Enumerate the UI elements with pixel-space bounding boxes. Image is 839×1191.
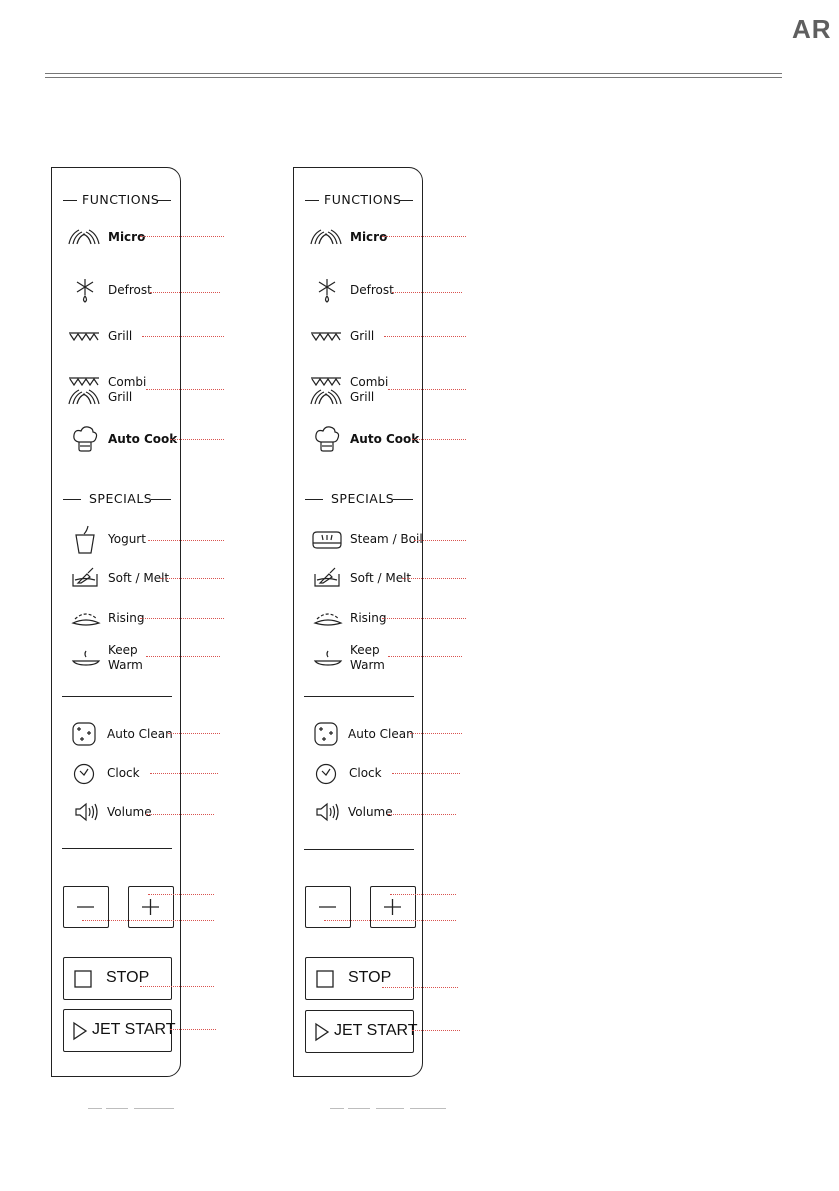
steam-pot-icon [312, 530, 342, 550]
callout-leader [382, 987, 458, 988]
minus-button[interactable] [63, 886, 109, 928]
rising-dough-icon [313, 609, 343, 627]
melting-butter-icon [313, 566, 341, 588]
grill-element-icon [310, 332, 342, 342]
play-triangle-icon [314, 1022, 330, 1042]
clock-label: Clock [107, 766, 140, 780]
header-rule-top [45, 73, 782, 74]
clock-icon [73, 763, 95, 785]
combi-label: Combi [108, 375, 147, 389]
yogurt-cup-icon [74, 525, 96, 555]
combi-grill-icon [67, 377, 101, 405]
callout-leader [402, 578, 466, 579]
auto-clean-label: Auto Clean [348, 727, 414, 741]
clock-icon [315, 763, 337, 785]
melting-butter-icon [71, 566, 99, 588]
soft-melt-label: Soft / Melt [108, 571, 170, 585]
stop-label: STOP [106, 969, 150, 986]
yogurt-label: Yogurt [108, 532, 146, 546]
sparkle-clean-icon [314, 722, 338, 746]
stop-button[interactable] [63, 957, 172, 1000]
callout-leader [170, 439, 224, 440]
volume-label: Volume [348, 805, 393, 819]
rising-dough-icon [71, 609, 101, 627]
plus-button[interactable] [128, 886, 174, 928]
clock-label: Clock [349, 766, 382, 780]
divider [62, 696, 172, 697]
play-triangle-icon [72, 1021, 88, 1041]
auto-clean-label: Auto Clean [107, 727, 173, 741]
callout-leader [392, 292, 462, 293]
language-tab: AR [792, 14, 832, 44]
snowflake-drop-icon [74, 278, 96, 304]
divider [304, 696, 414, 697]
callout-leader [170, 1029, 216, 1030]
callout-leader [146, 814, 214, 815]
callout-leader [384, 336, 466, 337]
keep-label: Keep [350, 643, 380, 657]
soft-melt-label: Soft / Melt [350, 571, 412, 585]
rising-label: Rising [350, 611, 387, 625]
callout-leader [140, 986, 214, 987]
callout-leader [146, 656, 220, 657]
defrost-label: Defrost [350, 283, 394, 297]
callout-leader [168, 733, 220, 734]
combi-grill-icon [309, 377, 343, 405]
grill-element-icon [68, 332, 100, 342]
callout-leader [388, 656, 462, 657]
stop-square-icon [74, 970, 92, 988]
warm-label: Warm [108, 658, 143, 672]
functions-title: FUNCTIONS [324, 192, 402, 207]
microwave-waves-icon [309, 228, 343, 246]
jet-start-label: JET START [92, 1021, 176, 1038]
chef-hat-icon [314, 425, 340, 453]
callout-leader [412, 439, 466, 440]
callout-leader [150, 773, 218, 774]
keep-warm-plate-icon [313, 648, 343, 668]
specials-title: SPECIALS [331, 491, 395, 506]
stop-label: STOP [348, 969, 392, 986]
callout-leader [142, 336, 224, 337]
callout-leader [388, 389, 466, 390]
microwave-waves-icon [67, 228, 101, 246]
rising-label: Rising [108, 611, 145, 625]
minus-button[interactable] [305, 886, 351, 928]
callout-leader [410, 733, 462, 734]
callout-leader [388, 814, 456, 815]
callout-leader [82, 920, 214, 921]
divider [62, 848, 172, 849]
jet-start-button[interactable] [63, 1009, 176, 1052]
callout-leader [150, 292, 220, 293]
stop-button[interactable] [305, 957, 414, 1000]
callout-leader [382, 236, 466, 237]
chef-hat-icon [72, 425, 98, 453]
callout-leader [392, 773, 460, 774]
callout-leader [140, 618, 224, 619]
snowflake-drop-icon [316, 278, 338, 304]
specials-title: SPECIALS [89, 491, 153, 506]
volume-label: Volume [107, 805, 152, 819]
callout-leader [412, 1030, 460, 1031]
steam-boil-label: Steam / Boil [350, 532, 423, 546]
micro-label: Micro [108, 230, 146, 244]
keep-label: Keep [108, 643, 138, 657]
callout-leader [382, 618, 466, 619]
auto-cook-label: Auto Cook [108, 432, 178, 446]
auto-cook-label: Auto Cook [350, 432, 420, 446]
functions-title: FUNCTIONS [82, 192, 160, 207]
callout-leader [414, 540, 466, 541]
speaker-volume-icon [74, 802, 100, 822]
callout-leader [324, 920, 456, 921]
grill-label: Grill [350, 329, 375, 343]
callout-leader [140, 236, 224, 237]
panel-caption-cutoff [330, 1102, 450, 1109]
combi-grill-label: Grill [108, 390, 133, 404]
combi-label: Combi [350, 375, 389, 389]
jet-start-button[interactable] [305, 1010, 418, 1053]
divider [304, 849, 414, 850]
speaker-volume-icon [315, 802, 341, 822]
header-rule-bottom [45, 77, 782, 78]
keep-warm-plate-icon [71, 648, 101, 668]
sparkle-clean-icon [72, 722, 96, 746]
stop-square-icon [316, 970, 334, 988]
plus-button[interactable] [370, 886, 416, 928]
panel-caption-cutoff [88, 1102, 188, 1109]
callout-leader [160, 578, 224, 579]
jet-start-label: JET START [334, 1022, 418, 1039]
callout-leader [148, 894, 214, 895]
callout-leader [146, 389, 224, 390]
warm-label: Warm [350, 658, 385, 672]
grill-label: Grill [108, 329, 133, 343]
combi-grill-label: Grill [350, 390, 375, 404]
micro-label: Micro [350, 230, 388, 244]
callout-leader [148, 540, 224, 541]
defrost-label: Defrost [108, 283, 152, 297]
callout-leader [390, 894, 456, 895]
